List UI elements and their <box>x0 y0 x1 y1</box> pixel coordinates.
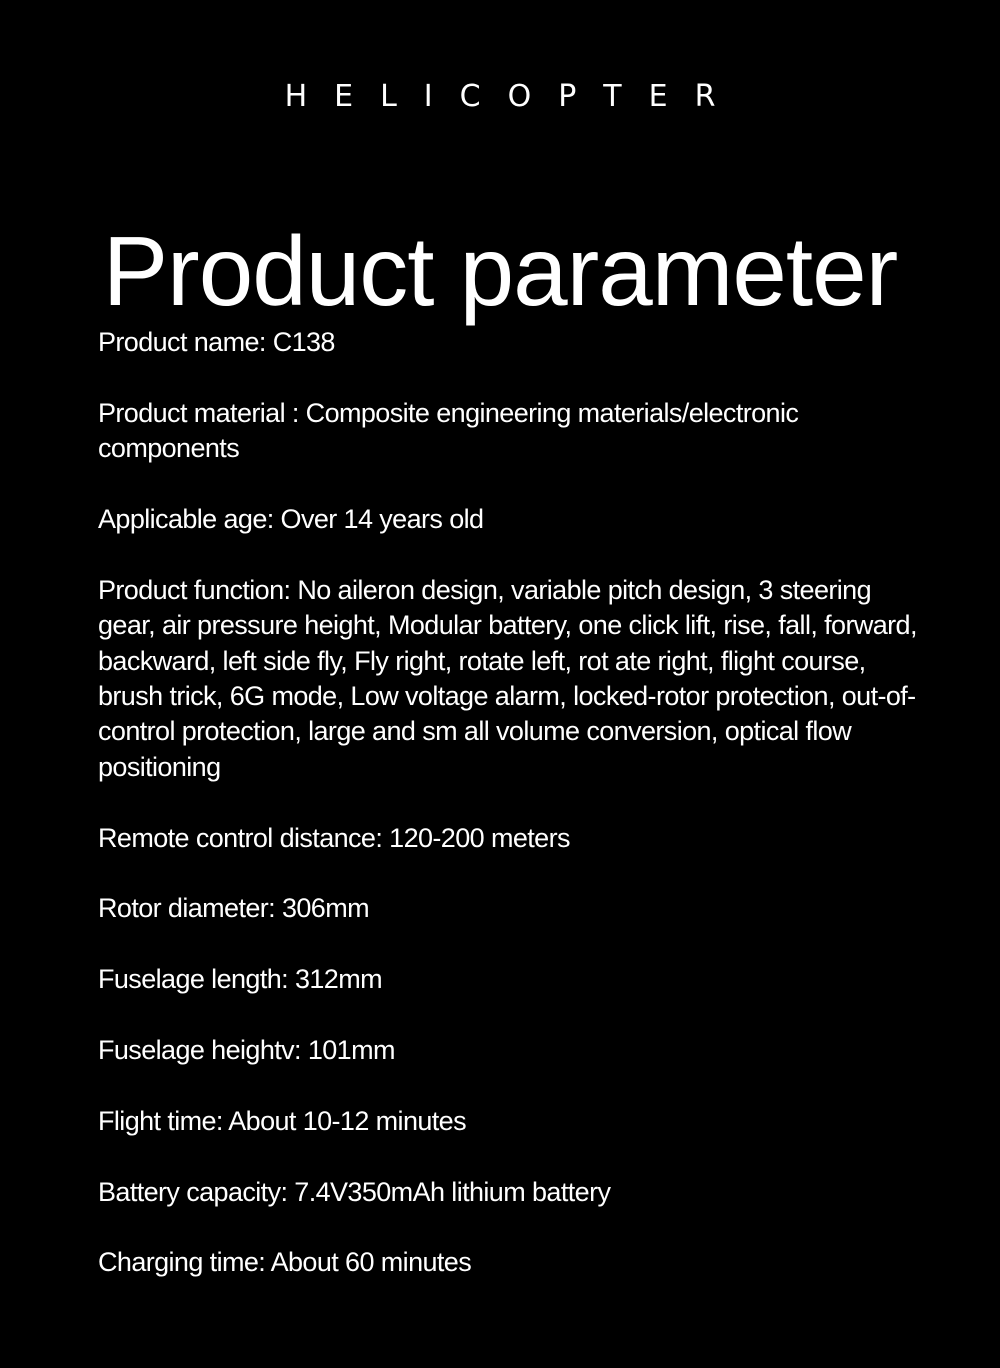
parameter-list <box>98 325 928 1281</box>
param-battery-capacity: Battery capacity: 7.4V350mAh lithium battery <box>98 1176 611 1207</box>
param-product-name: Product name: C138 <box>98 327 335 357</box>
param-product-material: Product material : Composite engineering materials/electronic components <box>98 397 799 464</box>
param-fuselage-height: Fuselage heightv: 101mm <box>98 1035 395 1066</box>
param-fuselage-length: Fuselage length: 312mm <box>98 964 382 995</box>
param-flight-time: Flight time: About 10-12 minutes <box>98 1105 467 1136</box>
page-title: Product parameter <box>102 215 898 326</box>
category-label: HELICOPTER <box>284 79 743 114</box>
param-rotor-diameter: Rotor diameter: 306mm <box>98 893 370 924</box>
param-product-function: Product function: No aileron design, variable pitch design, 3 steering gear, air pressure height, Modular battery, one click lift, rise, fall, forward, backward, left side fly, Fly right, rotate left, rot ate right, flight course, brush trick, 6G mode, Low voltage alarm, locked-rotor protection, out-of-control protection, large and sm all volume conversion, optical flow positioning <box>98 574 917 782</box>
param-applicable-age: Applicable age: Over 14 years old <box>98 504 484 534</box>
param-charging-time: Charging time: About 60 minutes <box>98 1247 472 1278</box>
param-remote-control-distance: Remote control distance: 120-200 meters <box>98 822 570 853</box>
